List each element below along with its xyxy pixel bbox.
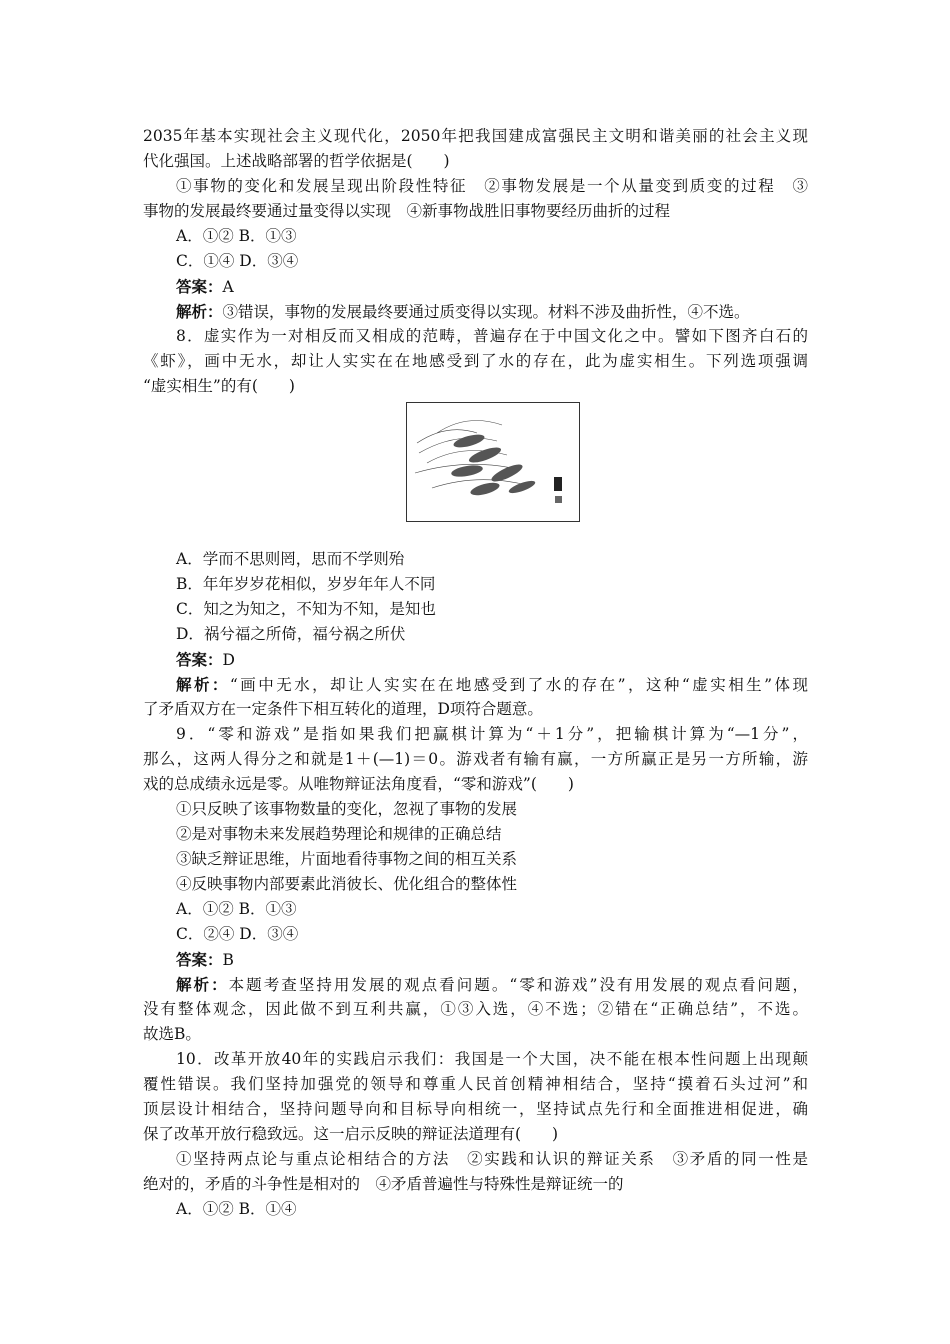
text-line: 2035年基本实现社会主义现代化，2050年把我国建成富强民主文明和谐美丽的社会主义现	[143, 127, 808, 145]
text-line: 覆性错误。我们坚持加强党的领导和尊重人民首创精神相结合，坚持“摸着石头过河”和	[143, 1075, 808, 1093]
analysis-label: 解析：	[176, 302, 223, 321]
analysis-label: 解析：	[176, 975, 229, 994]
statement-line: ①坚持两点论与重点论相结合的方法 ②实践和认识的辩证关系 ③矛盾的同一性是	[176, 1150, 808, 1168]
text-line: ①事物的变化和发展呈现出阶段性特征 ②事物发展是一个从量变到质变的过程 ③	[176, 177, 808, 195]
option-line: A．①② B．①③	[176, 227, 297, 245]
analysis-line	[176, 299, 808, 325]
statement-line: ②是对事物未来发展趋势理论和规律的正确总结	[176, 825, 502, 843]
option-d: D．祸兮福之所倚，福兮祸之所伏	[176, 625, 406, 643]
question-8-line: 8．虚实作为一对相反而又相成的范畴，普遍存在于中国文化之中。譬如下图齐白石的	[176, 327, 808, 345]
text-line: 了矛盾双方在一定条件下相互转化的道理，D项符合题意。	[143, 700, 543, 718]
analysis-text: 本题考查坚持用发展的观点看问题。“零和游戏”没有用发展的观点看问题，	[228, 976, 808, 994]
answer-line	[176, 647, 808, 673]
text-line: 保了改革开放行稳致远。这一启示反映的辩证法道理有( )	[143, 1125, 559, 1143]
text-line: 《虾》，画中无水，却让人实实在在地感受到了水的存在，此为虚实相生。下列选项强调	[143, 352, 808, 370]
analysis-line	[176, 972, 808, 998]
analysis-text: ③错误，事物的发展最终要通过质变得以实现。材料不涉及曲折性，④不选。	[222, 303, 750, 321]
shrimp-painting-figure	[406, 402, 580, 522]
statement-line: ③缺乏辩证思维，片面地看待事物之间的相互关系	[176, 850, 518, 868]
option-line: C．①④ D．③④	[176, 252, 299, 270]
question-10-line: 10．改革开放40年的实践启示我们：我国是一个大国，决不能在根本性问题上出现颠	[176, 1050, 808, 1068]
analysis-label: 解析：	[176, 675, 230, 694]
option-a: A．学而不思则罔，思而不学则殆	[176, 550, 405, 568]
analysis-line	[176, 672, 808, 698]
shrimp-painting-icon	[407, 403, 579, 521]
option-b: B．年年岁岁花相似，岁岁年年人不同	[176, 575, 436, 593]
text-line: 代化强国。上述战略部署的哲学依据是( )	[143, 152, 450, 170]
option-line: A．①② B．①③	[176, 900, 297, 918]
answer-line	[176, 274, 808, 300]
answer-label: 答案：	[176, 950, 223, 969]
answer-value: A	[222, 278, 234, 296]
text-line: 顶层设计相结合，坚持问题导向和目标导向相统一，坚持试点先行和全面推进相促进，确	[143, 1100, 808, 1118]
option-line: A．①② B．①④	[176, 1200, 297, 1218]
text-line: 戏的总成绩永远是零。从唯物辩证法角度看，“零和游戏”( )	[143, 775, 574, 793]
option-c: C．知之为知之，不知为不知，是知也	[176, 600, 436, 618]
statement-line: ④反映事物内部要素此消彼长、优化组合的整体性	[176, 875, 518, 893]
answer-line	[176, 947, 808, 973]
text-line: “虚实相生”的有( )	[143, 377, 295, 395]
text-line: 故选B。	[143, 1025, 201, 1043]
answer-value: B	[222, 951, 234, 969]
text-line: 事物的发展最终要通过量变得以实现 ④新事物战胜旧事物要经历曲折的过程	[143, 202, 671, 220]
text-line: 那么，这两人得分之和就是1＋(—1)＝0。游戏者有输有赢，一方所赢正是另一方所输，游	[143, 750, 808, 768]
answer-value: D	[222, 651, 235, 669]
analysis-text: “画中无水，却让人实实在在地感受到了水的存在”，这种“虚实相生”体现	[229, 676, 808, 694]
text-line: 绝对的，矛盾的斗争性是相对的 ④矛盾普遍性与特殊性是辩证统一的	[143, 1175, 624, 1193]
statement-line: ①只反映了该事物数量的变化，忽视了事物的发展	[176, 800, 518, 818]
answer-label: 答案：	[176, 650, 223, 669]
question-9-line: 9．“零和游戏”是指如果我们把赢棋计算为“＋1分”，把输棋计算为“—1分”，	[176, 725, 808, 743]
option-line: C．②④ D．③④	[176, 925, 299, 943]
answer-label: 答案：	[176, 277, 223, 296]
text-line: 没有整体观念，因此做不到互利共赢，①③入选，④不选；②错在“正确总结”，不选。	[143, 1000, 808, 1018]
